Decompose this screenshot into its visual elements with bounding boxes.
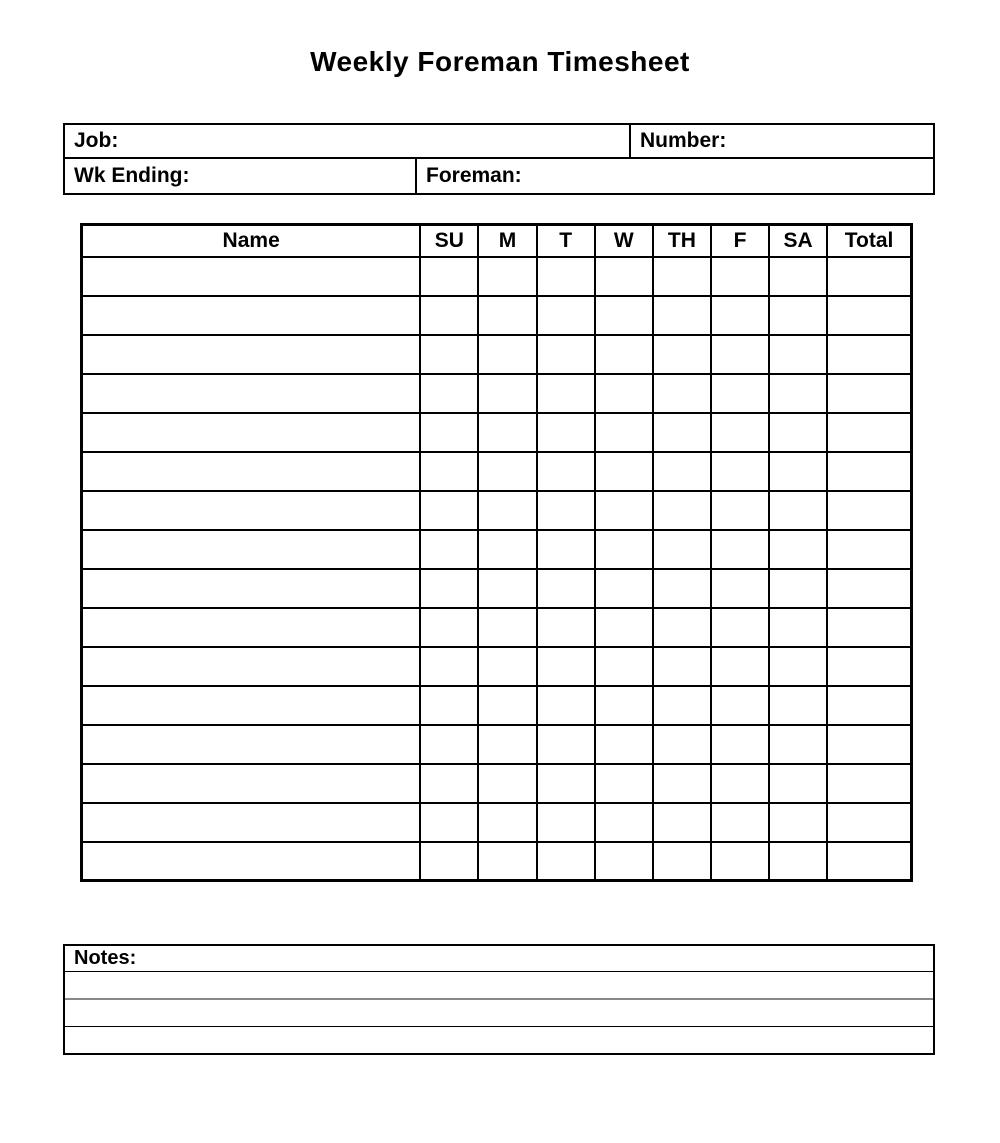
hours-cell-t[interactable] xyxy=(537,569,595,608)
table-row xyxy=(82,530,912,569)
hours-cell-su[interactable] xyxy=(420,335,478,374)
hours-cell-f[interactable] xyxy=(711,491,769,530)
hours-cell-t[interactable] xyxy=(537,491,595,530)
hours-cell-t[interactable] xyxy=(537,842,595,881)
header-cell-name: Name xyxy=(82,225,421,257)
hours-cell-su[interactable] xyxy=(420,842,478,881)
name-cell[interactable] xyxy=(82,257,421,296)
hours-cell-w[interactable] xyxy=(595,647,653,686)
job-field[interactable] xyxy=(65,125,631,157)
total-cell[interactable] xyxy=(827,725,911,764)
hours-cell-f[interactable] xyxy=(711,608,769,647)
table-row xyxy=(82,686,912,725)
hours-cell-m[interactable] xyxy=(478,296,536,335)
foreman-label: Foreman: xyxy=(426,164,522,187)
wk-ending-field[interactable] xyxy=(65,159,417,193)
hours-cell-sa[interactable] xyxy=(769,647,827,686)
notes-field[interactable] xyxy=(65,946,933,972)
job-label: Job: xyxy=(74,129,119,152)
total-cell[interactable] xyxy=(827,452,911,491)
name-cell[interactable] xyxy=(82,803,421,842)
hours-cell-sa[interactable] xyxy=(769,569,827,608)
page-title: Weekly Foreman Timesheet xyxy=(310,46,690,77)
name-cell[interactable] xyxy=(82,647,421,686)
total-cell[interactable] xyxy=(827,803,911,842)
notes-blank-line[interactable] xyxy=(65,972,933,1000)
hours-cell-sa[interactable] xyxy=(769,491,827,530)
hours-cell-w[interactable] xyxy=(595,842,653,881)
notes-value-blank[interactable] xyxy=(136,946,933,971)
hours-cell-th[interactable] xyxy=(653,686,711,725)
table-row xyxy=(82,803,912,842)
table-header-row xyxy=(82,225,912,257)
name-cell[interactable] xyxy=(82,608,421,647)
name-cell[interactable] xyxy=(82,569,421,608)
table-row xyxy=(82,296,912,335)
header-cell-t: T xyxy=(537,225,595,257)
hours-cell-m[interactable] xyxy=(478,452,536,491)
table-row xyxy=(82,491,912,530)
hours-cell-su[interactable] xyxy=(420,764,478,803)
hours-cell-m[interactable] xyxy=(478,764,536,803)
wk-ending-label: Wk Ending: xyxy=(74,164,190,187)
hours-cell-th[interactable] xyxy=(653,608,711,647)
total-cell[interactable] xyxy=(827,257,911,296)
hours-cell-t[interactable] xyxy=(537,803,595,842)
hours-cell-sa[interactable] xyxy=(769,530,827,569)
hours-cell-sa[interactable] xyxy=(769,257,827,296)
hours-cell-sa[interactable] xyxy=(769,764,827,803)
hours-cell-th[interactable] xyxy=(653,335,711,374)
hours-cell-sa[interactable] xyxy=(769,803,827,842)
header-cell-th: TH xyxy=(653,225,711,257)
number-value-blank[interactable] xyxy=(726,125,933,157)
hours-cell-su[interactable] xyxy=(420,647,478,686)
total-cell[interactable] xyxy=(827,764,911,803)
hours-cell-w[interactable] xyxy=(595,296,653,335)
hours-cell-su[interactable] xyxy=(420,491,478,530)
hours-cell-sa[interactable] xyxy=(769,452,827,491)
hours-cell-m[interactable] xyxy=(478,608,536,647)
hours-cell-su[interactable] xyxy=(420,569,478,608)
hours-cell-t[interactable] xyxy=(537,764,595,803)
hours-cell-m[interactable] xyxy=(478,374,536,413)
header-cell-m: M xyxy=(478,225,536,257)
name-cell[interactable] xyxy=(82,296,421,335)
name-cell[interactable] xyxy=(82,530,421,569)
hours-cell-su[interactable] xyxy=(420,296,478,335)
hours-cell-th[interactable] xyxy=(653,842,711,881)
name-cell[interactable] xyxy=(82,335,421,374)
hours-cell-w[interactable] xyxy=(595,491,653,530)
hours-cell-t[interactable] xyxy=(537,686,595,725)
hours-cell-t[interactable] xyxy=(537,413,595,452)
name-cell[interactable] xyxy=(82,491,421,530)
table-row xyxy=(82,335,912,374)
total-cell[interactable] xyxy=(827,296,911,335)
hours-cell-w[interactable] xyxy=(595,413,653,452)
hours-cell-t[interactable] xyxy=(537,647,595,686)
table-header xyxy=(82,225,912,257)
total-cell[interactable] xyxy=(827,530,911,569)
hours-cell-su[interactable] xyxy=(420,725,478,764)
number-field[interactable] xyxy=(631,125,933,157)
hours-cell-m[interactable] xyxy=(478,413,536,452)
table-row xyxy=(82,569,912,608)
total-cell[interactable] xyxy=(827,647,911,686)
hours-cell-th[interactable] xyxy=(653,725,711,764)
table-row xyxy=(82,608,912,647)
hours-cell-sa[interactable] xyxy=(769,413,827,452)
hours-cell-t[interactable] xyxy=(537,530,595,569)
job-value-blank[interactable] xyxy=(118,125,629,157)
total-cell[interactable] xyxy=(827,491,911,530)
number-label: Number: xyxy=(640,129,727,152)
table-row xyxy=(82,647,912,686)
hours-cell-f[interactable] xyxy=(711,569,769,608)
hours-cell-su[interactable] xyxy=(420,608,478,647)
hours-cell-th[interactable] xyxy=(653,647,711,686)
header-cell-total: Total xyxy=(827,225,911,257)
hours-cell-t[interactable] xyxy=(537,374,595,413)
hours-cell-m[interactable] xyxy=(478,647,536,686)
hours-cell-sa[interactable] xyxy=(769,335,827,374)
foreman-value-blank[interactable] xyxy=(522,159,933,193)
table-row xyxy=(82,374,912,413)
hours-cell-su[interactable] xyxy=(420,530,478,569)
hours-cell-w[interactable] xyxy=(595,452,653,491)
name-cell[interactable] xyxy=(82,452,421,491)
hours-cell-th[interactable] xyxy=(653,257,711,296)
hours-cell-th[interactable] xyxy=(653,569,711,608)
hours-cell-su[interactable] xyxy=(420,413,478,452)
hours-cell-su[interactable] xyxy=(420,452,478,491)
hours-cell-w[interactable] xyxy=(595,530,653,569)
total-cell[interactable] xyxy=(827,842,911,881)
info-row-bottom xyxy=(65,159,933,193)
hours-cell-t[interactable] xyxy=(537,725,595,764)
hours-cell-f[interactable] xyxy=(711,647,769,686)
hours-cell-m[interactable] xyxy=(478,257,536,296)
notes-section xyxy=(63,944,935,1055)
hours-cell-th[interactable] xyxy=(653,296,711,335)
hours-cell-w[interactable] xyxy=(595,764,653,803)
hours-cell-f[interactable] xyxy=(711,803,769,842)
hours-cell-sa[interactable] xyxy=(769,842,827,881)
total-cell[interactable] xyxy=(827,413,911,452)
header-cell-su: SU xyxy=(420,225,478,257)
name-cell[interactable] xyxy=(82,686,421,725)
total-cell[interactable] xyxy=(827,686,911,725)
hours-cell-su[interactable] xyxy=(420,803,478,842)
hours-cell-th[interactable] xyxy=(653,764,711,803)
total-cell[interactable] xyxy=(827,608,911,647)
hours-cell-w[interactable] xyxy=(595,335,653,374)
header-cell-w: W xyxy=(595,225,653,257)
hours-cell-m[interactable] xyxy=(478,686,536,725)
hours-cell-su[interactable] xyxy=(420,374,478,413)
hours-cell-t[interactable] xyxy=(537,335,595,374)
hours-cell-m[interactable] xyxy=(478,335,536,374)
name-cell[interactable] xyxy=(82,725,421,764)
hours-cell-su[interactable] xyxy=(420,686,478,725)
header-cell-sa: SA xyxy=(769,225,827,257)
hours-cell-f[interactable] xyxy=(711,296,769,335)
name-cell[interactable] xyxy=(82,842,421,881)
hours-cell-m[interactable] xyxy=(478,725,536,764)
hours-cell-f[interactable] xyxy=(711,452,769,491)
table-row xyxy=(82,452,912,491)
hours-cell-f[interactable] xyxy=(711,335,769,374)
hours-cell-th[interactable] xyxy=(653,374,711,413)
hours-cell-m[interactable] xyxy=(478,530,536,569)
hours-cell-sa[interactable] xyxy=(769,686,827,725)
hours-cell-w[interactable] xyxy=(595,803,653,842)
table-row xyxy=(82,413,912,452)
hours-cell-sa[interactable] xyxy=(769,374,827,413)
notes-label: Notes: xyxy=(74,947,137,969)
table-row xyxy=(82,764,912,803)
name-cell[interactable] xyxy=(82,374,421,413)
hours-cell-th[interactable] xyxy=(653,803,711,842)
hours-cell-t[interactable] xyxy=(537,296,595,335)
hours-cell-m[interactable] xyxy=(478,803,536,842)
name-cell[interactable] xyxy=(82,413,421,452)
table-row xyxy=(82,842,912,881)
hours-cell-th[interactable] xyxy=(653,452,711,491)
hours-cell-f[interactable] xyxy=(711,686,769,725)
hours-cell-th[interactable] xyxy=(653,530,711,569)
notes-blank-line[interactable] xyxy=(65,1000,933,1027)
hours-cell-m[interactable] xyxy=(478,569,536,608)
hours-cell-su[interactable] xyxy=(420,257,478,296)
hours-cell-w[interactable] xyxy=(595,374,653,413)
hours-cell-f[interactable] xyxy=(711,764,769,803)
header-cell-f: F xyxy=(711,225,769,257)
hours-cell-t[interactable] xyxy=(537,452,595,491)
hours-cell-f[interactable] xyxy=(711,530,769,569)
hours-cell-w[interactable] xyxy=(595,569,653,608)
name-cell[interactable] xyxy=(82,764,421,803)
table-body xyxy=(82,257,912,881)
total-cell[interactable] xyxy=(827,569,911,608)
hours-cell-f[interactable] xyxy=(711,725,769,764)
hours-cell-sa[interactable] xyxy=(769,608,827,647)
hours-cell-f[interactable] xyxy=(711,257,769,296)
hours-cell-w[interactable] xyxy=(595,686,653,725)
job-info-box xyxy=(63,123,935,195)
hours-cell-th[interactable] xyxy=(653,413,711,452)
table-row xyxy=(82,725,912,764)
hours-cell-m[interactable] xyxy=(478,842,536,881)
wk-ending-value-blank[interactable] xyxy=(189,159,415,193)
hours-cell-f[interactable] xyxy=(711,842,769,881)
hours-cell-w[interactable] xyxy=(595,608,653,647)
total-cell[interactable] xyxy=(827,335,911,374)
notes-blank-line[interactable] xyxy=(65,1027,933,1053)
hours-cell-m[interactable] xyxy=(478,491,536,530)
hours-cell-sa[interactable] xyxy=(769,296,827,335)
hours-cell-sa[interactable] xyxy=(769,725,827,764)
timesheet-table xyxy=(80,223,913,882)
hours-cell-t[interactable] xyxy=(537,257,595,296)
hours-cell-f[interactable] xyxy=(711,374,769,413)
hours-cell-w[interactable] xyxy=(595,257,653,296)
info-row-top xyxy=(65,125,933,159)
hours-cell-t[interactable] xyxy=(537,608,595,647)
table-row xyxy=(82,257,912,296)
hours-cell-f[interactable] xyxy=(711,413,769,452)
hours-cell-th[interactable] xyxy=(653,491,711,530)
hours-cell-w[interactable] xyxy=(595,725,653,764)
total-cell[interactable] xyxy=(827,374,911,413)
foreman-field[interactable] xyxy=(417,159,933,193)
